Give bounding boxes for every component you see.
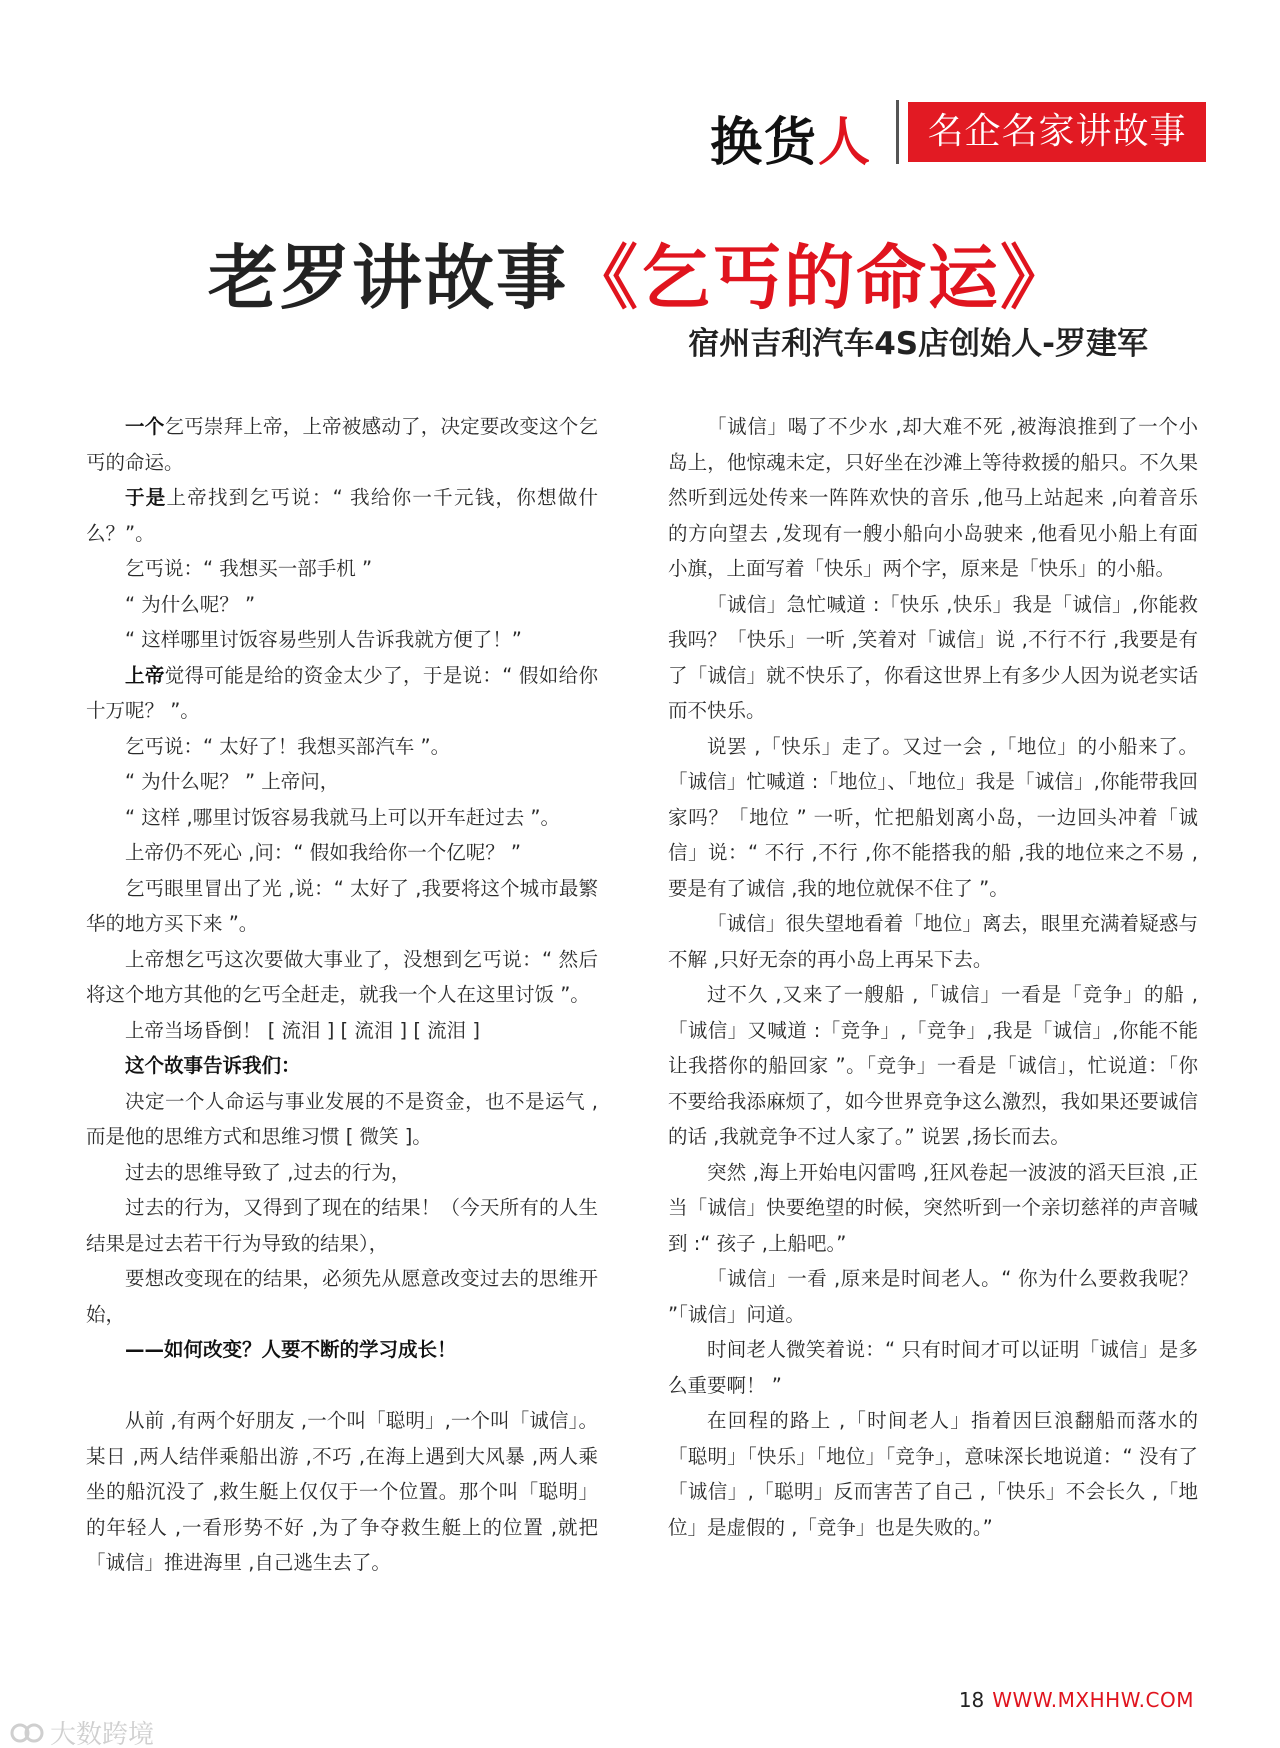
brand-text-red: 人 bbox=[818, 113, 873, 173]
moral-conclusion: ——如何改变？人要不断的学习成长！ bbox=[125, 1338, 457, 1361]
section-label: 名企名家讲故事 bbox=[908, 102, 1206, 162]
paragraph: 于是上帝找到乞丐说：“ 我给你一千元钱，你想做什么？”。 bbox=[86, 486, 598, 545]
watermark-logo-icon bbox=[10, 1719, 44, 1747]
watermark-text: 大数跨境 bbox=[50, 1720, 155, 1748]
story-paragraph: 说罢 ,「快乐」走了。又过一会 ,「地位」的小船来了。「诚信」忙喊道 :「地位」、「地位」我是「诚信」,你能带我回家吗？「地位 ” 一听，忙把船划离小岛，一边回头冲着「诚信」说：“ 不行 ,不行 ,你不能搭我的船 ,我的地位来之不易 ,要是有了诚信 ,我的地位就保不住了 ”。 bbox=[668, 734, 1198, 900]
paragraph: 过去的思维导致了 ,过去的行为， bbox=[125, 1160, 411, 1184]
page-footer bbox=[959, 1688, 1194, 1712]
story-paragraph: 在回程的路上 ,「时间老人」指着因巨浪翻船而落水的「聪明」「快乐」「地位」「竞争」，意味深长地说道：“ 没有了「诚信」,「聪明」反而害苦了自己 ,「快乐」不会长久 ,「地位」是虚假的 ,「竞争」也是失败的。” bbox=[668, 1409, 1198, 1539]
story-paragraph: 「诚信」很失望地看着「地位」离去，眼里充满着疑惑与不解 ,只好无奈的再小岛上再呆下去。 bbox=[668, 912, 1198, 971]
paragraph: 乞丐眼里冒出了光 ,说：“ 太好了 ,我要将这个城市最繁华的地方买下来 ”。 bbox=[86, 876, 598, 935]
paragraph: 要想改变现在的结果，必须先从愿意改变过去的思维开始， bbox=[86, 1267, 598, 1326]
story-paragraph: 从前 ,有两个好朋友 ,一个叫「聪明」,一个叫「诚信」。某日 ,两人结伴乘船出游 ,不巧 ,在海上遇到大风暴 ,两人乘坐的船沉没了 ,救生艇上仅仅于一个位置。那个叫「聪明」的年轻人 ,一看形势不好 ,为了争夺救生艇上的位置 ,就把「诚信」推进海里 ,自己逃生去了。 bbox=[86, 1409, 598, 1574]
magazine-header bbox=[700, 96, 1210, 173]
paragraph: “ 这样 ,哪里讨饭容易我就马上可以开车赶过去 ”。 bbox=[125, 805, 560, 829]
left-column bbox=[86, 409, 598, 1581]
watermark bbox=[10, 1714, 154, 1748]
story-paragraph: 突然 ,海上开始电闪雷鸣 ,狂风卷起一波波的滔天巨浪 ,正当「诚信」快要绝望的时候，突然听到一个亲切慈祥的声音喊到 :“ 孩子 ,上船吧。” bbox=[668, 1160, 1198, 1255]
moral-heading: 这个故事告诉我们： bbox=[125, 1054, 301, 1077]
paragraph: “ 这样哪里讨饭容易些别人告诉我就方便了！” bbox=[125, 628, 522, 651]
story-paragraph: 「诚信」一看 ,原来是时间老人。“ 你为什么要救我呢？ ”「诚信」问道。 bbox=[668, 1267, 1198, 1326]
page-number: 18 bbox=[958, 1688, 985, 1712]
paragraph: 上帝觉得可能是给的资金太少了，于是说：“ 假如给你十万呢？ ”。 bbox=[86, 663, 598, 722]
website-link[interactable]: WWW.MXHHW.COM bbox=[992, 1688, 1194, 1712]
brand-text: 换货 bbox=[710, 113, 819, 173]
article-title bbox=[0, 222, 1280, 323]
paragraph: 一个乞丐崇拜上帝，上帝被感动了，决定要改变这个乞丐的命运。 bbox=[86, 415, 598, 474]
paragraph: 决定一个人命运与事业发展的不是资金，也不是运气 ,而是他的思维方式和思维习惯 [ 微笑 ]。 bbox=[86, 1089, 598, 1148]
header-divider bbox=[896, 100, 899, 164]
story-paragraph: 「诚信」喝了不少水 ,却大难不死 ,被海浪推到了一个小岛上，他惊魂未定，只好坐在沙滩上等待救援的船只。不久果然听到远处传来一阵阵欢快的音乐 ,他马上站起来 ,向着音乐的方向望去 ,发现有一艘小船向小岛驶来 ,他看见小船上有面小旗，上面写着「快乐」两个字，原来是「快乐」的小船。 bbox=[668, 415, 1198, 580]
story-paragraph: 时间老人微笑着说：“ 只有时间才可以证明「诚信」是多么重要啊！ ” bbox=[668, 1338, 1198, 1397]
article-author: 宿州吉利汽车4S店创始人-罗建军 bbox=[688, 326, 1148, 362]
paragraph: “ 为什么呢？ ” 上帝问， bbox=[125, 770, 340, 793]
paragraph: 上帝当场昏倒！ [ 流泪 ] [ 流泪 ] [ 流泪 ] bbox=[125, 1018, 480, 1042]
right-column bbox=[668, 409, 1198, 1545]
paragraph: 乞丐说：“ 我想买一部手机 ” bbox=[125, 557, 373, 580]
title-book: 《乞丐的命运》 bbox=[568, 237, 1072, 319]
paragraph: 上帝想乞丐这次要做大事业了，没想到乞丐说：“ 然后将这个地方其他的乞丐全赶走，就我一个人在这里讨饭 ”。 bbox=[86, 947, 598, 1006]
paragraph: 过去的行为，又得到了现在的结果！（今天所有的人生结果是过去若干行为导致的结果）， bbox=[86, 1196, 598, 1255]
paragraph: “ 为什么呢？ ” bbox=[125, 592, 256, 616]
magazine-brand bbox=[710, 100, 872, 175]
story-paragraph: 过不久 ,又来了一艘船 ,「诚信」一看是「竞争」的船 ,「诚信」又喊道 :「竞争」,「竞争」,我是「诚信」,你能不能让我搭你的船回家 ”。「竞争」一看是「诚信」，忙说道：「你不要给我添麻烦了，如今世界竞争这么激烈，我如果还要诚信的话 ,我就竞争不过人家了。” 说罢 ,扬长而去。 bbox=[668, 983, 1198, 1148]
title-main: 老罗讲故事 bbox=[208, 237, 568, 319]
paragraph: 乞丐说：“ 太好了！我想买部汽车 ”。 bbox=[125, 734, 451, 758]
paragraph: 上帝仍不死心 ,问：“ 假如我给你一个亿呢？ ” bbox=[125, 841, 521, 864]
story-paragraph: 「诚信」急忙喊道 :「快乐 ,快乐」我是「诚信」,你能救我吗？「快乐」一听 ,笑着对「诚信」说 ,不行不行 ,我要是有了「诚信」就不快乐了，你看这世界上有多少人因为说老实话而不快乐。 bbox=[668, 592, 1198, 722]
